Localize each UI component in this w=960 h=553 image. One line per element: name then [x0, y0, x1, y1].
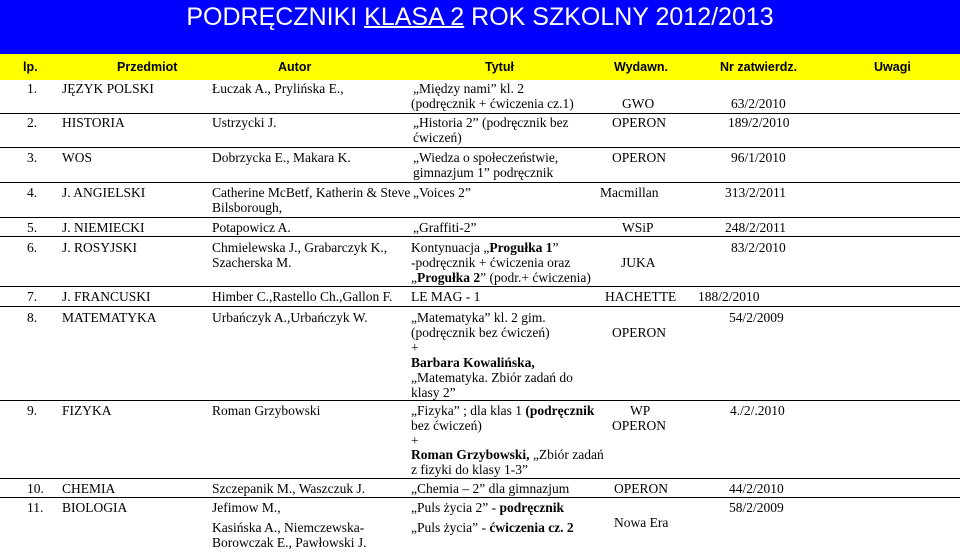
bold-fragment: podręcznik	[499, 500, 564, 515]
row-1-przedmiot: JĘZYK POLSKI	[62, 81, 154, 96]
row-9-przedmiot: FIZYKA	[62, 403, 112, 418]
row-4-wydawn: Macmillan	[600, 185, 659, 200]
row-2-autor: Ustrzycki J.	[212, 115, 277, 130]
row-1-lp: 1.	[27, 81, 38, 96]
row-5-wydawn: WSiP	[622, 220, 654, 235]
row-divider	[0, 286, 960, 287]
row-5-przedmiot: J. NIEMIECKI	[62, 220, 145, 235]
row-4-lp: 4.	[27, 185, 38, 200]
row-9-autor: Roman Grzybowski	[212, 403, 321, 418]
row-divider	[0, 217, 960, 218]
row-5-lp: 5.	[27, 220, 38, 235]
row-10-nr: 44/2/2010	[729, 481, 784, 496]
row-1-tytul-1: „Między nami” kl. 2	[413, 81, 524, 96]
row-10-tytul: „Chemia – 2” dla gimnazjum	[411, 481, 570, 496]
row-4-nr: 313/2/2011	[725, 185, 787, 200]
row-3-przedmiot: WOS	[62, 150, 92, 165]
row-divider	[0, 478, 960, 479]
row-10-lp: 10.	[27, 481, 44, 496]
row-2-nr: 189/2/2010	[728, 115, 790, 130]
row-4-tytul: „Voices 2”	[413, 185, 471, 200]
header-wydawn: Wydawn.	[614, 60, 668, 74]
table-header-row	[0, 54, 960, 80]
row-2-wydawn: OPERON	[612, 115, 667, 130]
row-8-autor: Urbańczyk A.,Urbańczyk W.	[212, 310, 368, 325]
row-11-tytul-2: „Puls życia” - ćwiczenia cz. 2	[411, 520, 574, 535]
bold-fragment: Progułka 1	[489, 240, 553, 255]
row-10-wydawn: OPERON	[614, 481, 669, 496]
row-7-wydawn: HACHETTE	[605, 289, 677, 304]
bold-fragment: Roman Grzybowski,	[411, 447, 530, 462]
row-11-autor-1: Jefimow M.,	[212, 500, 281, 515]
row-divider	[0, 236, 960, 237]
row-6-tytul-1: Kontynuacja „Progułka 1”	[411, 240, 559, 255]
bold-fragment: (podręcznik	[525, 403, 595, 418]
row-8-przedmiot: MATEMATYKA	[62, 310, 157, 325]
row-9-tytul-3: +	[411, 433, 419, 448]
row-1-tytul-2: (podręcznik + ćwiczenia cz.1)	[411, 96, 574, 111]
row-1-nr: 63/2/2010	[731, 96, 786, 111]
row-4-autor-1: Catherine McBetf, Katherin & Steve	[212, 185, 411, 200]
title-banner	[0, 0, 960, 54]
row-7-lp: 7.	[27, 289, 38, 304]
bold-fragment: ćwiczenia cz. 2	[489, 520, 574, 535]
row-3-autor: Dobrzycka E., Makara K.	[212, 150, 351, 165]
row-11-wydawn: Nowa Era	[614, 515, 669, 530]
row-divider	[0, 497, 960, 498]
row-8-wydawn: OPERON	[612, 325, 667, 340]
row-9-wydawn: WP	[630, 403, 651, 418]
row-8-tytul-3: +	[411, 340, 419, 355]
row-7-tytul: LE MAG - 1	[411, 289, 481, 304]
row-11-tytul-1: „Puls życia 2” - podręcznik	[411, 500, 564, 515]
row-8-tytul-2: (podręcznik bez ćwiczeń)	[411, 325, 550, 340]
page-title: PODRĘCZNIKI KLASA 2 ROK SZKOLNY 2012/2013	[186, 3, 774, 31]
row-9-nr: 4./2/.2010	[730, 403, 785, 418]
row-8-nr: 54/2/2009	[729, 310, 784, 325]
row-6-autor-1: Chmielewska J., Grabarczyk K.,	[212, 240, 388, 255]
row-8-lp: 8.	[27, 310, 38, 325]
row-4-przedmiot: J. ANGIELSKI	[62, 185, 146, 200]
row-9-wydawn-2: OPERON	[612, 418, 667, 433]
row-5-autor: Potapowicz A.	[212, 220, 291, 235]
row-3-lp: 3.	[27, 150, 38, 165]
bold-fragment: Progułka 2	[417, 270, 481, 285]
row-11-lp: 11.	[27, 500, 44, 515]
row-7-autor: Himber C.,Rastello Ch.,Gallon F.	[212, 289, 393, 304]
row-divider	[0, 400, 960, 401]
row-divider	[0, 182, 960, 183]
header-przedmiot: Przedmiot	[117, 60, 178, 74]
row-6-tytul-3: „Progułka 2” (podr.+ ćwiczenia)	[411, 270, 591, 285]
header-nr-zatwierdz: Nr zatwierdz.	[720, 60, 798, 74]
row-9-tytul-2: bez ćwiczeń)	[411, 418, 482, 433]
row-5-nr: 248/2/2011	[725, 220, 787, 235]
row-divider	[0, 147, 960, 148]
row-1-autor: Łuczak A., Prylińska E.,	[212, 81, 344, 96]
header-lp: lp.	[23, 60, 38, 74]
row-6-autor-2: Szacherska M.	[212, 255, 292, 270]
row-11-nr: 58/2/2009	[729, 500, 784, 515]
row-9-tytul-4: Roman Grzybowski, „Zbiór zadań	[411, 447, 604, 462]
row-6-wydawn: JUKA	[621, 255, 656, 270]
row-10-autor: Szczepanik M., Waszczuk J.	[212, 481, 366, 496]
row-5-tytul: „Graffiti-2”	[413, 220, 477, 235]
row-3-wydawn: OPERON	[612, 150, 667, 165]
row-6-lp: 6.	[27, 240, 38, 255]
row-9-lp: 9.	[27, 403, 38, 418]
row-2-lp: 2.	[27, 115, 38, 130]
row-6-tytul-2: -podręcznik + ćwiczenia oraz	[411, 255, 571, 270]
row-1-wydawn: GWO	[622, 96, 655, 111]
row-7-nr: 188/2/2010	[698, 289, 760, 304]
row-11-autor-3: Borowczak E., Pawłowski J.	[212, 535, 367, 550]
row-10-przedmiot: CHEMIA	[62, 481, 116, 496]
row-9-tytul-1: „Fizyka” ; dla klas 1 (podręcznik	[411, 403, 595, 418]
title-class-underlined: KLASA 2	[364, 3, 465, 31]
bold-fragment: Barbara Kowalińska,	[411, 355, 535, 370]
row-2-tytul-2: ćwiczeń)	[413, 130, 462, 145]
header-autor: Autor	[278, 60, 312, 74]
row-divider	[0, 306, 960, 307]
row-3-nr: 96/1/2010	[731, 150, 786, 165]
row-4-autor-2: Bilsborough,	[212, 200, 283, 215]
row-7-przedmiot: J. FRANCUSKI	[62, 289, 151, 304]
header-uwagi: Uwagi	[874, 60, 911, 74]
row-11-przedmiot: BIOLOGIA	[62, 500, 128, 515]
header-tytul: Tytuł	[485, 60, 514, 74]
row-8-tytul-6: klasy 2”	[411, 385, 456, 400]
row-6-nr: 83/2/2010	[731, 240, 786, 255]
row-8-tytul-5: „Matematyka. Zbiór zadań do	[411, 370, 573, 385]
row-6-przedmiot: J. ROSYJSKI	[62, 240, 138, 255]
row-3-tytul-2: gimnazjum 1” podręcznik	[413, 165, 554, 180]
row-3-tytul-1: „Wiedza o społeczeństwie,	[413, 150, 559, 165]
row-9-tytul-5: z fizyki do klasy 1-3”	[411, 462, 528, 477]
row-2-przedmiot: HISTORIA	[62, 115, 125, 130]
row-2-tytul-1: „Historia 2” (podręcznik bez	[413, 115, 569, 130]
row-11-autor-2: Kasińska A., Niemczewska-	[212, 520, 365, 535]
row-8-tytul-1: „Matematyka” kl. 2 gim.	[411, 310, 546, 325]
